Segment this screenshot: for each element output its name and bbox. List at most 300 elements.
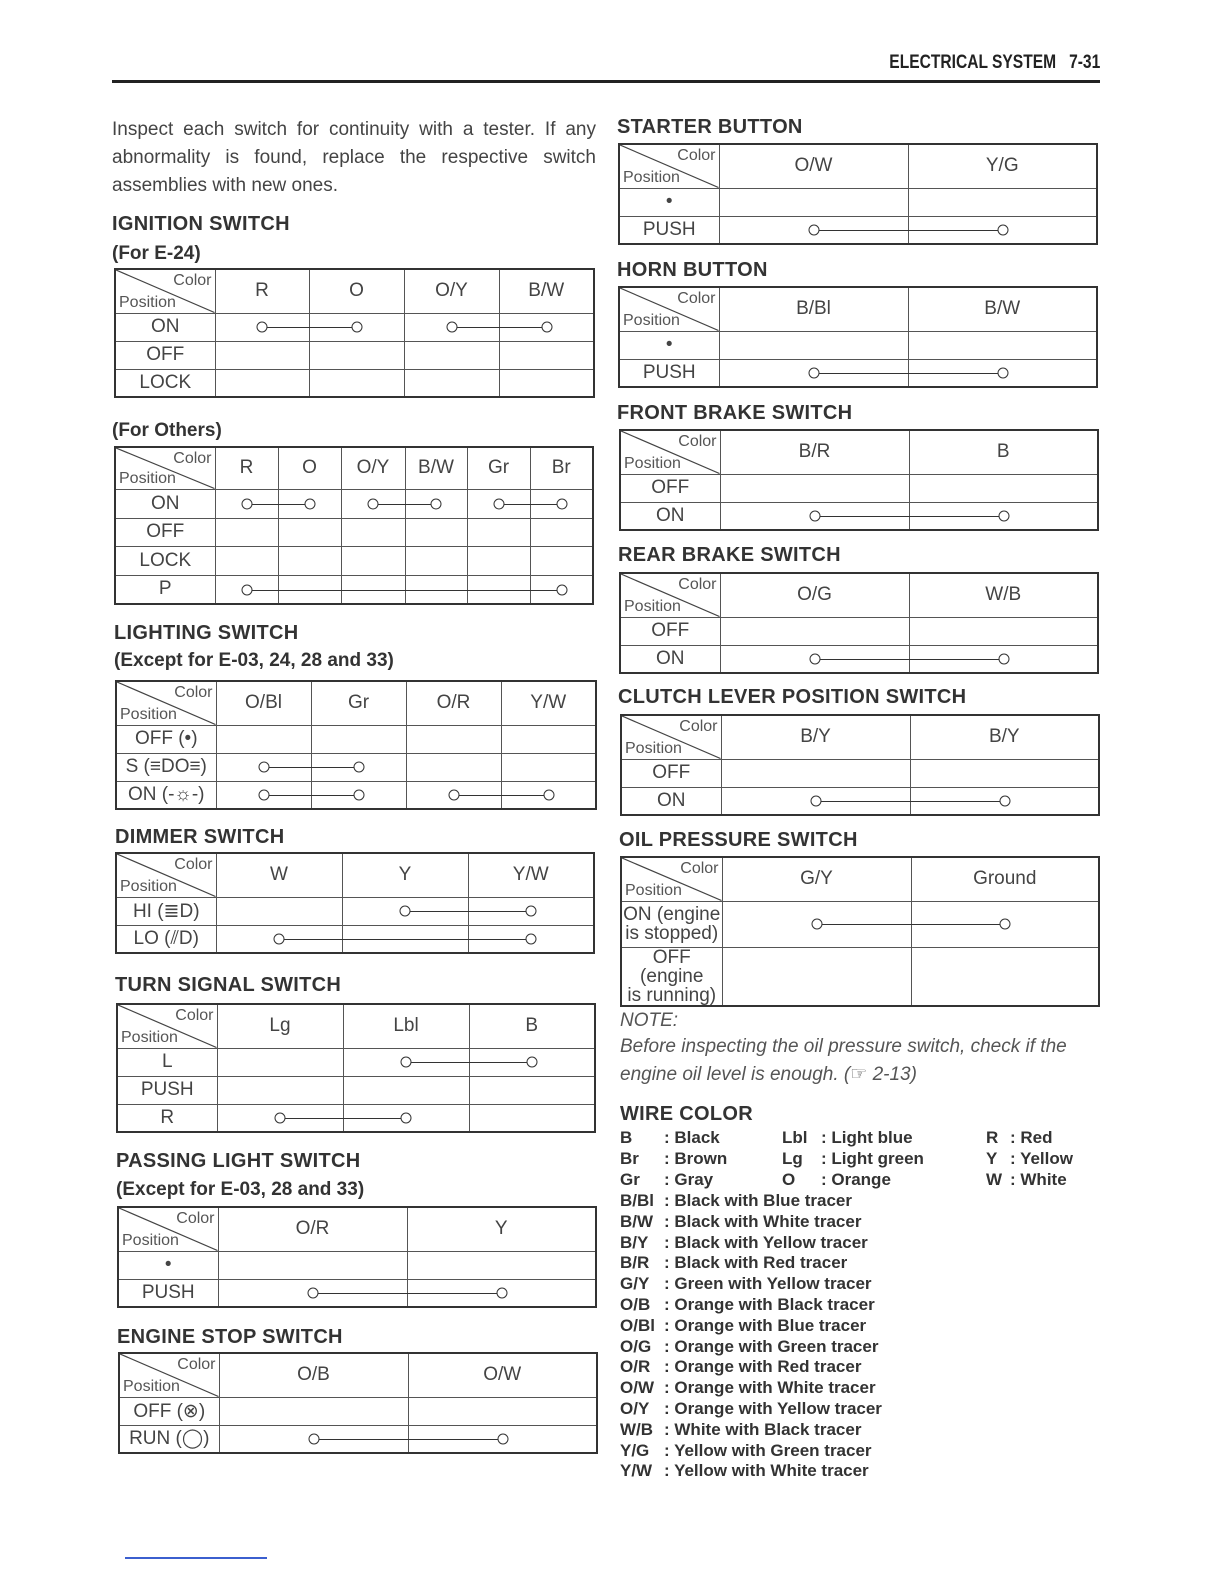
corner-cell	[619, 144, 719, 188]
terminal-circle	[241, 498, 252, 509]
wire-color-row	[620, 1128, 1100, 1149]
corner-color-label: Color	[173, 272, 212, 289]
terminal-circle	[493, 498, 504, 509]
continuity-cell	[217, 1048, 343, 1076]
clutch-table	[620, 714, 1100, 816]
terminal-circle	[353, 790, 364, 801]
row-position-label: OFF	[620, 617, 720, 645]
turn-title: TURN SIGNAL SWITCH	[115, 974, 342, 996]
continuity-cell	[217, 1076, 343, 1104]
continuity-cell	[911, 947, 1099, 1006]
column-header: B	[469, 1004, 595, 1048]
corner-position-label: Position	[122, 1231, 179, 1249]
continuity-cell	[908, 331, 1097, 359]
continuity-cell	[311, 725, 406, 753]
wire-description: : Light green	[821, 1148, 924, 1168]
wire-description: : Orange	[821, 1169, 891, 1189]
terminal-circle	[809, 654, 820, 665]
continuity-cell	[215, 546, 278, 575]
wire-description: : Yellow with White tracer	[664, 1461, 869, 1481]
lighting-title: LIGHTING SWITCH	[114, 622, 299, 644]
wire-color-list	[620, 1191, 1100, 1482]
continuity-cell	[216, 725, 311, 753]
column-header: O	[278, 447, 341, 489]
terminal-circle	[368, 498, 379, 509]
rear-brake-table	[619, 572, 1099, 674]
terminal-circle	[541, 322, 552, 333]
terminal-circle	[304, 498, 315, 509]
terminal-circle	[497, 1434, 508, 1445]
wire-color-row	[620, 1316, 1100, 1337]
wire-description: : Green with Yellow tracer	[664, 1274, 872, 1294]
column-header: O/Y	[404, 269, 499, 313]
turn-table	[116, 1003, 596, 1133]
table-row	[621, 759, 1099, 787]
column-header: R	[215, 447, 278, 489]
horn-table	[618, 286, 1098, 388]
lighting-sub: (Except for E-03, 24, 28 and 33)	[114, 650, 394, 671]
wire-code: O/W	[620, 1378, 654, 1398]
continuity-cell	[467, 546, 530, 575]
clutch-title: CLUTCH LEVER POSITION SWITCH	[618, 686, 967, 708]
corner-cell	[119, 1353, 219, 1397]
wire-code: G/Y	[620, 1274, 650, 1294]
row-position-label: OFF (⊗)	[119, 1397, 219, 1425]
oil-title: OIL PRESSURE SWITCH	[619, 829, 858, 851]
table-row	[116, 725, 596, 753]
column-header: Y	[342, 853, 468, 897]
wire-code: W	[986, 1169, 1003, 1189]
ignition-title: IGNITION SWITCH	[112, 213, 290, 235]
corner-position-label: Position	[119, 469, 176, 487]
continuity-cell	[218, 1251, 407, 1279]
terminal-circle	[275, 1113, 286, 1124]
header-title: ELECTRICAL SYSTEM	[889, 52, 1056, 73]
corner-cell	[116, 681, 216, 725]
wire-color-row	[620, 1233, 1100, 1254]
wire-color-row	[620, 1378, 1100, 1399]
wire-code: W/B	[620, 1419, 654, 1439]
column-header: Gr	[311, 681, 406, 725]
wire-code: O/Y	[620, 1398, 650, 1418]
continuity-cell	[469, 1076, 595, 1104]
column-header: O	[309, 269, 404, 313]
ignoth-grid	[114, 446, 594, 605]
column-header: G/Y	[722, 857, 911, 901]
column-header: W/B	[909, 573, 1098, 617]
wire-code: Y	[986, 1148, 998, 1168]
wire-color-row	[620, 1461, 1100, 1482]
row-position-label: R	[117, 1104, 217, 1132]
wire-code: O	[782, 1169, 796, 1189]
terminal-circle	[446, 322, 457, 333]
continuity-cell	[406, 753, 501, 781]
table-row	[621, 947, 1099, 1006]
terminal-circle	[526, 906, 537, 917]
wire-description: : Gray	[664, 1169, 714, 1189]
column-header: O/W	[408, 1353, 597, 1397]
wire-color-row	[620, 1274, 1100, 1295]
front-brake-title: FRONT BRAKE SWITCH	[617, 402, 853, 424]
footer-rule	[125, 1557, 267, 1559]
continuity-cell	[341, 518, 405, 546]
continuity-cell	[406, 725, 501, 753]
ignition-sub-e24: (For E-24)	[112, 243, 201, 264]
terminal-circle	[401, 1113, 412, 1124]
corner-cell	[115, 447, 215, 489]
continuity-cell	[720, 474, 909, 502]
continuity-cell	[405, 546, 467, 575]
terminal-circle	[997, 225, 1008, 236]
corner-color-label: Color	[677, 290, 716, 307]
continuity-cell	[908, 188, 1097, 216]
row-position-label: ON (engine is stopped)	[621, 901, 722, 947]
front-brake-table	[619, 429, 1099, 531]
wire-description: : Yellow	[1010, 1148, 1073, 1168]
terminal-circle	[431, 498, 442, 509]
corner-cell	[116, 853, 216, 897]
ignition-sub-others: (For Others)	[112, 420, 222, 441]
wire-description: : Orange with Green tracer	[664, 1336, 879, 1356]
corner-position-label: Position	[120, 877, 177, 895]
corner-cell	[115, 269, 215, 313]
wire-description: : Orange with Black tracer	[664, 1294, 875, 1314]
row-position-label: RUN (◯)	[119, 1425, 219, 1453]
wire-color-row	[620, 1420, 1100, 1441]
oil-grid	[620, 856, 1100, 1007]
wire-color-row	[620, 1337, 1100, 1358]
terminal-circle	[999, 796, 1010, 807]
wire-color-grid	[620, 1128, 1100, 1190]
corner-color-label: Color	[174, 684, 213, 701]
note-body	[620, 1033, 1067, 1089]
terminal-circle	[241, 584, 252, 595]
row-position-label: PUSH	[117, 1076, 217, 1104]
continuity-cell	[343, 1076, 469, 1104]
continuity-cell	[499, 369, 594, 397]
column-header: B	[909, 430, 1098, 474]
wire-code: Lbl	[782, 1128, 808, 1147]
continuity-cell	[219, 1397, 408, 1425]
column-header: Br	[530, 447, 593, 489]
wire-description: : Brown	[664, 1148, 728, 1168]
turn-grid	[116, 1003, 596, 1133]
continuity-cell	[278, 546, 341, 575]
column-header: Lbl	[343, 1004, 469, 1048]
row-position-label: PUSH	[619, 216, 719, 244]
continuity-cell	[530, 518, 593, 546]
wire-code: Gr	[620, 1169, 640, 1189]
corner-color-label: Color	[678, 576, 717, 593]
terminal-circle	[274, 934, 285, 945]
row-position-label: PUSH	[118, 1279, 218, 1307]
column-header: Y/W	[468, 853, 594, 897]
continuity-cell	[407, 1251, 596, 1279]
wire-color-row	[620, 1191, 1100, 1212]
note-line-2: engine oil level is enough. (☞ 2-13)	[620, 1064, 917, 1085]
wire-code: Lg	[782, 1148, 803, 1168]
dimmer-title: DIMMER SWITCH	[115, 826, 285, 848]
corner-color-label: Color	[175, 1007, 214, 1024]
row-position-label: L	[117, 1048, 217, 1076]
row-position-label: •	[619, 188, 719, 216]
terminal-circle	[1000, 919, 1011, 930]
corner-position-label: Position	[625, 881, 682, 899]
table-row	[620, 617, 1098, 645]
wire-color-row	[620, 1170, 1100, 1191]
wire-description: : Red	[1010, 1128, 1053, 1147]
passing-table	[117, 1206, 597, 1308]
corner-position-label: Position	[119, 293, 176, 311]
intro-paragraph: Inspect each switch for continuity with a tester. If any abnormality is found, replace the respective switch assemblies with new ones.	[112, 119, 596, 196]
wire-color-row	[620, 1253, 1100, 1274]
terminal-circle	[308, 1434, 319, 1445]
column-header: O/W	[719, 144, 908, 188]
continuity-cell	[404, 341, 499, 369]
table-row	[115, 518, 593, 546]
wire-code: R	[986, 1128, 999, 1147]
wire-color-row	[620, 1295, 1100, 1316]
corner-color-label: Color	[678, 433, 717, 450]
row-position-label: ON	[621, 787, 721, 815]
corner-color-label: Color	[177, 1356, 216, 1373]
corner-position-label: Position	[123, 1377, 180, 1395]
corner-position-label: Position	[625, 739, 682, 757]
terminal-circle	[998, 654, 1009, 665]
terminal-circle	[809, 511, 820, 522]
ignition-others-table	[114, 446, 594, 605]
row-position-label: OFF	[621, 759, 721, 787]
continuity-cell	[719, 331, 908, 359]
terminal-circle	[496, 1288, 507, 1299]
column-header: O/R	[406, 681, 501, 725]
wire-code: B/Y	[620, 1232, 649, 1252]
column-header: Lg	[217, 1004, 343, 1048]
oil-table	[620, 856, 1100, 1007]
table-row	[619, 188, 1097, 216]
continuity-cell	[216, 897, 342, 925]
terminal-circle	[556, 498, 567, 509]
corner-color-label: Color	[680, 860, 719, 877]
wire-description: : Black with Red tracer	[664, 1253, 848, 1273]
row-position-label: ON	[620, 502, 720, 530]
row-position-label: LOCK	[115, 369, 215, 397]
column-header: W	[216, 853, 342, 897]
wire-description: : Orange with Yellow tracer	[664, 1398, 882, 1418]
continuity-cell	[721, 759, 910, 787]
wire-description: : Orange with White tracer	[664, 1378, 876, 1398]
terminal-circle	[810, 796, 821, 807]
continuity-cell	[278, 518, 341, 546]
wire-code: O/R	[620, 1357, 651, 1377]
row-position-label: •	[118, 1251, 218, 1279]
wire-description: : Orange with Blue tracer	[664, 1315, 867, 1335]
column-header: B/Y	[721, 715, 910, 759]
corner-cell	[621, 715, 721, 759]
wire-description: : Light blue	[821, 1128, 913, 1147]
terminal-circle	[998, 511, 1009, 522]
starter-title: STARTER BUTTON	[617, 116, 803, 138]
starter-table	[618, 143, 1098, 245]
corner-position-label: Position	[624, 454, 681, 472]
continuity-cell	[215, 518, 278, 546]
continuity-cell	[404, 369, 499, 397]
continuity-cell	[910, 759, 1099, 787]
row-position-label: ON	[115, 313, 215, 341]
row-position-label: OFF	[620, 474, 720, 502]
continuity-cell	[341, 546, 405, 575]
table-row	[118, 1251, 596, 1279]
terminal-circle	[448, 790, 459, 801]
continuity-cell	[909, 617, 1098, 645]
column-header: B/Bl	[719, 287, 908, 331]
wire-description: : White	[1010, 1169, 1067, 1189]
continuity-cell	[909, 474, 1098, 502]
wire-code: O/Bl	[620, 1315, 655, 1335]
wire-code: Y/G	[620, 1440, 650, 1460]
wire-description: : Black	[664, 1128, 720, 1147]
engine-stop-table	[118, 1352, 598, 1454]
wire-description: : Black with White tracer	[664, 1211, 862, 1231]
row-position-label: •	[619, 331, 719, 359]
continuity-cell	[530, 546, 593, 575]
row-position-label: S (≡DO≡)	[116, 753, 216, 781]
column-header: B/W	[908, 287, 1097, 331]
continuity-cell	[501, 753, 596, 781]
table-row	[115, 341, 594, 369]
rear-brake-title: REAR BRAKE SWITCH	[618, 544, 841, 566]
table-row	[620, 474, 1098, 502]
note-title: NOTE:	[620, 1010, 679, 1031]
terminal-circle	[556, 584, 567, 595]
corner-cell	[621, 857, 722, 901]
continuity-cell	[469, 1104, 595, 1132]
wire-description: : Black with Blue tracer	[664, 1191, 853, 1210]
wire-code: B	[620, 1128, 633, 1147]
ignition-e24-table	[114, 268, 595, 398]
corner-color-label: Color	[176, 1210, 215, 1227]
wire-color-row	[620, 1441, 1100, 1462]
terminal-circle	[543, 790, 554, 801]
wire-code: Y/W	[620, 1461, 653, 1481]
corner-position-label: Position	[120, 705, 177, 723]
column-header: B/W	[405, 447, 467, 489]
row-position-label: OFF (engine is running)	[621, 947, 722, 1006]
wire-description: : Yellow with Green tracer	[664, 1440, 872, 1460]
corner-color-label: Color	[173, 450, 212, 467]
engine-stop-title: ENGINE STOP SWITCH	[117, 1326, 343, 1348]
column-header: R	[215, 269, 309, 313]
table-row	[115, 369, 594, 397]
terminal-circle	[997, 368, 1008, 379]
continuity-cell	[405, 518, 467, 546]
column-header: Y/G	[908, 144, 1097, 188]
row-position-label: ON	[115, 489, 215, 518]
row-position-label: ON	[620, 645, 720, 673]
passing-title: PASSING LIGHT SWITCH	[116, 1150, 361, 1172]
page-header	[112, 48, 1100, 83]
wire-description: : White with Black tracer	[664, 1419, 862, 1439]
column-header: Y/W	[501, 681, 596, 725]
column-header: B/Y	[910, 715, 1099, 759]
continuity-cell	[467, 518, 530, 546]
column-header: Gr	[467, 447, 530, 489]
wire-color-title: WIRE COLOR	[620, 1103, 753, 1125]
corner-position-label: Position	[121, 1028, 178, 1046]
note-line-1: Before inspecting the oil pressure switch, check if the	[620, 1036, 1067, 1057]
wire-code: O/B	[620, 1294, 651, 1314]
continuity-cell	[722, 947, 911, 1006]
row-position-label: LO (⫽D)	[116, 925, 216, 953]
row-position-label: LOCK	[115, 546, 215, 575]
continuity-cell	[408, 1397, 597, 1425]
row-position-label: HI (≣D)	[116, 897, 216, 925]
wire-color-row	[620, 1399, 1100, 1420]
continuity-cell	[720, 617, 909, 645]
column-header: O/Y	[341, 447, 405, 489]
corner-position-label: Position	[624, 597, 681, 615]
row-position-label: OFF	[115, 518, 215, 546]
continuity-cell	[719, 188, 908, 216]
terminal-circle	[401, 1057, 412, 1068]
page-number: 7-31	[1068, 52, 1100, 73]
corner-cell	[619, 287, 719, 331]
wire-code: Br	[620, 1148, 639, 1168]
corner-cell	[620, 573, 720, 617]
continuity-cell	[501, 725, 596, 753]
column-header: O/R	[218, 1207, 407, 1251]
terminal-circle	[258, 762, 269, 773]
table-row	[119, 1397, 597, 1425]
wire-color-row	[620, 1357, 1100, 1378]
table-row	[115, 546, 593, 575]
terminal-circle	[400, 906, 411, 917]
terminal-circle	[808, 368, 819, 379]
continuity-cell	[215, 369, 309, 397]
terminal-circle	[351, 322, 362, 333]
lighting-table	[115, 680, 597, 810]
wire-code: B/R	[620, 1253, 650, 1273]
corner-color-label: Color	[679, 718, 718, 735]
passing-sub: (Except for E-03, 28 and 33)	[116, 1179, 365, 1200]
terminal-circle	[808, 225, 819, 236]
wire-code: O/G	[620, 1336, 652, 1356]
horn-title: HORN BUTTON	[617, 259, 768, 281]
terminal-circle	[353, 762, 364, 773]
column-header: B/R	[720, 430, 909, 474]
corner-cell	[620, 430, 720, 474]
wire-code: B/W	[620, 1211, 654, 1231]
row-position-label: PUSH	[619, 359, 719, 387]
corner-position-label: Position	[623, 311, 680, 329]
corner-position-label: Position	[623, 168, 680, 186]
column-header: Ground	[911, 857, 1099, 901]
wire-code: B/Bl	[620, 1191, 654, 1210]
table-row	[619, 331, 1097, 359]
continuity-cell	[309, 369, 404, 397]
wire-color-row	[620, 1212, 1100, 1233]
corner-color-label: Color	[677, 147, 716, 164]
terminal-circle	[527, 1057, 538, 1068]
continuity-cell	[309, 341, 404, 369]
wire-description: : Black with Yellow tracer	[664, 1232, 868, 1252]
terminal-circle	[258, 790, 269, 801]
corner-cell	[117, 1004, 217, 1048]
column-header: O/Bl	[216, 681, 311, 725]
ign24-grid	[114, 268, 595, 398]
corner-cell	[118, 1207, 218, 1251]
continuity-cell	[215, 341, 309, 369]
